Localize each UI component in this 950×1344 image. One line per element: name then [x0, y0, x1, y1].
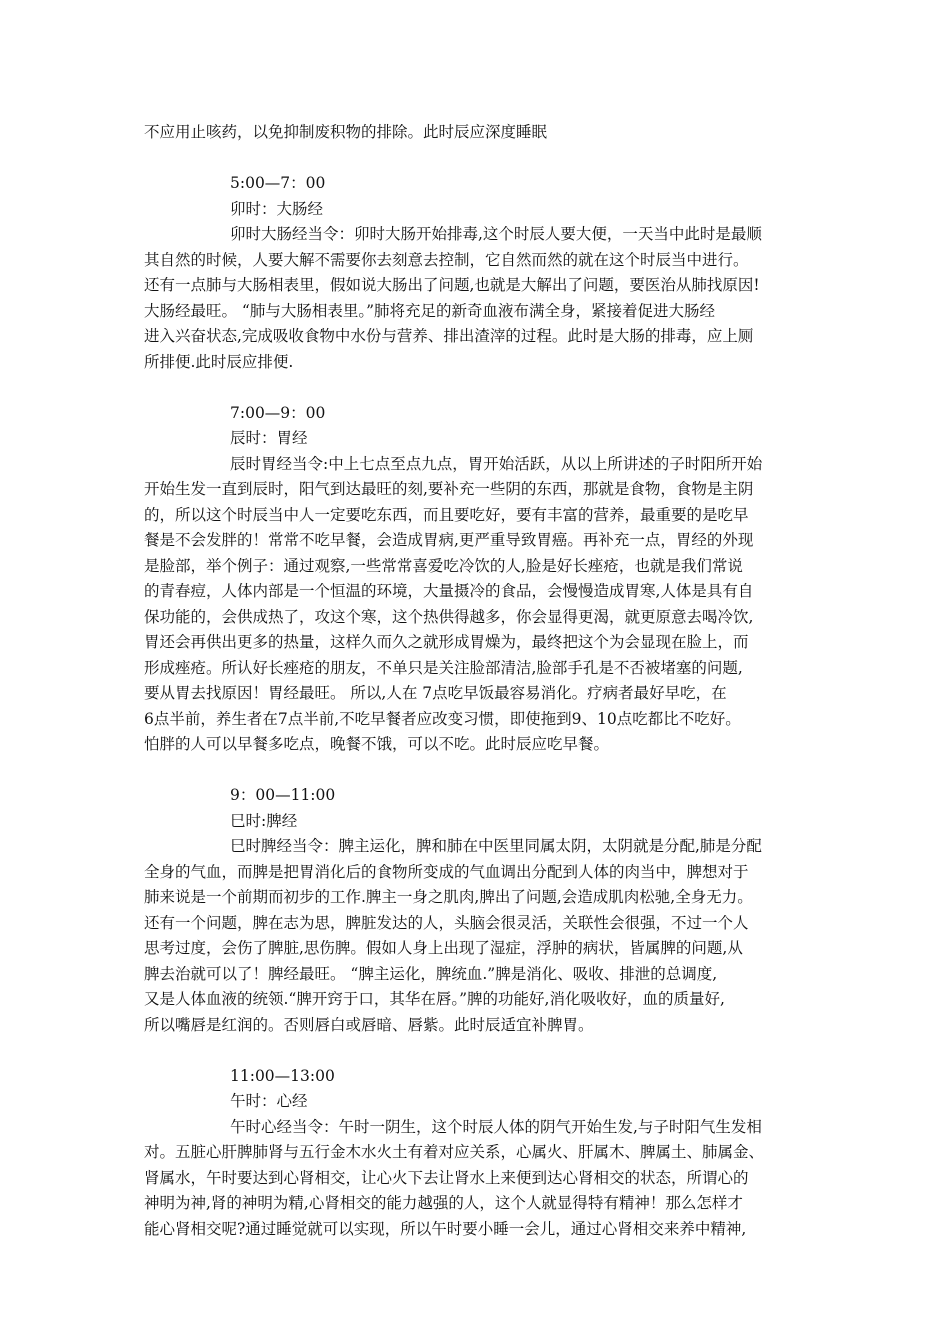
- body-line: 所以嘴唇是红润的。否则唇白或唇暗、唇紫。此时辰适宜补脾胃。: [144, 1015, 594, 1034]
- section-heading: 午时：心经: [230, 1092, 308, 1110]
- body-line: 的青春痘，人体内部是一个恒温的环境，大量摄冷的食品，会慢慢造成胃寒,人体是具有自: [144, 582, 754, 600]
- body-line: 开始生发一直到辰时，阳气到达最旺的刻,要补充一些阴的东西，那就是食物，食物是主阴: [144, 480, 754, 498]
- body-line: 肺来说是一个前期而初步的工作.脾主一身之肌肉,脾出了问题,会造成肌肉松驰,全身无力。: [144, 888, 753, 906]
- body-line: 又是人体血液的统领.“脾开窍于口，其华在唇。”脾的功能好,消化吸收好，血的质量好,: [144, 990, 725, 1008]
- body-line: 卯时大肠经当令：卯时大肠开始排毒,这个时辰人要大便，一天当中此时是最顺: [230, 225, 762, 243]
- section-heading: 巳时:脾经: [230, 811, 298, 830]
- body-line: 是脸部，举个例子：通过观察,一些常常喜爱吃冷饮的人,脸是好长痤疮，也就是我们常说: [144, 556, 743, 575]
- section-time: 11:00—13:00: [230, 1066, 335, 1085]
- section-chen: [144, 401, 814, 758]
- section-time: 7:00—9：00: [230, 403, 326, 422]
- body-line: 神明为神,肾的神明为精,心肾相交的能力越强的人，这个人就显得特有精神！那么怎样才: [144, 1194, 743, 1212]
- section-mao: [144, 171, 814, 375]
- section-heading: 卯时：大肠经: [230, 199, 324, 218]
- section-time: 5:00—7：00: [230, 174, 326, 192]
- body-line: 餐是不会发胖的！常常不吃早餐，会造成胃病,更严重导致胃癌。再补充一点，胃经的外现: [144, 531, 754, 549]
- body-line: 保功能的，会供成热了，攻这个寒，这个热供得越多，你会显得更渴，就更原意去喝冷饮,: [144, 607, 754, 626]
- body-line: 巳时脾经当令：脾主运化，脾和肺在中医里同属太阴，太阴就是分配,肺是分配: [230, 837, 762, 855]
- body-line: 怕胖的人可以早餐多吃点，晚餐不饿，可以不吃。此时辰应吃早餐。: [144, 735, 610, 753]
- body-line: 辰时胃经当令:中上七点至点九点，胃开始活跃，从以上所讲述的子时阳所开始: [230, 454, 763, 473]
- body-line: 午时心经当令：午时一阴生，这个时辰人体的阴气开始生发,与子时阳气生发相: [230, 1117, 762, 1136]
- body-line: 能心肾相交呢?通过睡觉就可以实现，所以午时要小睡一会儿，通过心肾相交来养中精神,: [144, 1219, 747, 1238]
- body-line: 的，所以这个时辰当中人一定要吃东西，而且要吃好，要有丰富的营养，最重要的是吃早: [144, 505, 749, 524]
- body-line: 其自然的时候，人要大解不需要你去刻意去控制，它自然而然的就在这个时辰当中进行。: [144, 250, 749, 269]
- paragraph-gap: [144, 146, 814, 172]
- body-line: 还有一个问题，脾在志为思，脾脏发达的人，头脑会很灵活，关联性会很强，不过一个人: [144, 913, 749, 932]
- body-line: 6点半前，养生者在7点半前,不吃早餐者应改变习惯，即使拖到9、10点吃都比不吃好。: [144, 709, 741, 728]
- body-line: 所排便.此时辰应排便.: [144, 352, 294, 371]
- body-line: 对。五脏心肝脾肺肾与五行金木水火土有着对应关系，心属火、肝属木、脾属土、肺属金、: [144, 1143, 765, 1161]
- body-line: 脾去治就可以了！脾经最旺。 “脾主运化，脾统血.”脾是消化、吸收、排泄的总调度,: [144, 964, 718, 983]
- body-line: 全身的气血，而脾是把胃消化后的食物所变成的气血调出分配到人体的肉当中，脾想对于: [144, 862, 749, 881]
- section-si: [144, 783, 814, 1038]
- section-time: 9：00—11:00: [230, 786, 336, 804]
- body-line: 要从胃去找原因！胃经最旺。 所以,人在 7点吃早饭最容易消化。疗病者最好早吃，在: [144, 684, 727, 702]
- section-wu: [144, 1064, 814, 1243]
- body-line: 进入兴奋状态,完成吸收食物中水份与营养、排出渣滓的过程。此时是大肠的排毒，应上厕: [144, 327, 754, 345]
- body-line: 大肠经最旺。 “肺与大肠相表里。”肺将充足的新奇血液布满全身，紧接着促进大肠经: [144, 301, 716, 320]
- intro-line: 不应用止咳药，以免抑制废积物的排除。此时辰应深度睡眠: [144, 123, 548, 141]
- document-page: [144, 120, 814, 1242]
- paragraph-gap: [144, 375, 814, 401]
- body-line: 还有一点肺与大肠相表里，假如说大肠出了问题,也就是大解出了问题，要医治从肺找原因!: [144, 276, 760, 294]
- body-line: 胃还会再供出更多的热量，这样久而久之就形成胃燥为，最终把这个为会显现在脸上，而: [144, 633, 749, 651]
- paragraph-gap: [144, 1038, 814, 1064]
- body-line: 肾属水，午时要达到心肾相交，让心火下去让肾水上来便到达心肾相交的状态，所谓心的: [144, 1168, 749, 1187]
- section-heading: 辰时：胃经: [230, 429, 308, 447]
- body-line: 形成痤疮。所认好长痤疮的朋友，不单只是关注脸部清洁,脸部手孔是不否被堵塞的问题,: [144, 658, 743, 677]
- body-line: 思考过度，会伤了脾脏,思伤脾。假如人身上出现了湿症，浮肿的病状，皆属脾的问题,从: [144, 939, 743, 957]
- paragraph-gap: [144, 758, 814, 784]
